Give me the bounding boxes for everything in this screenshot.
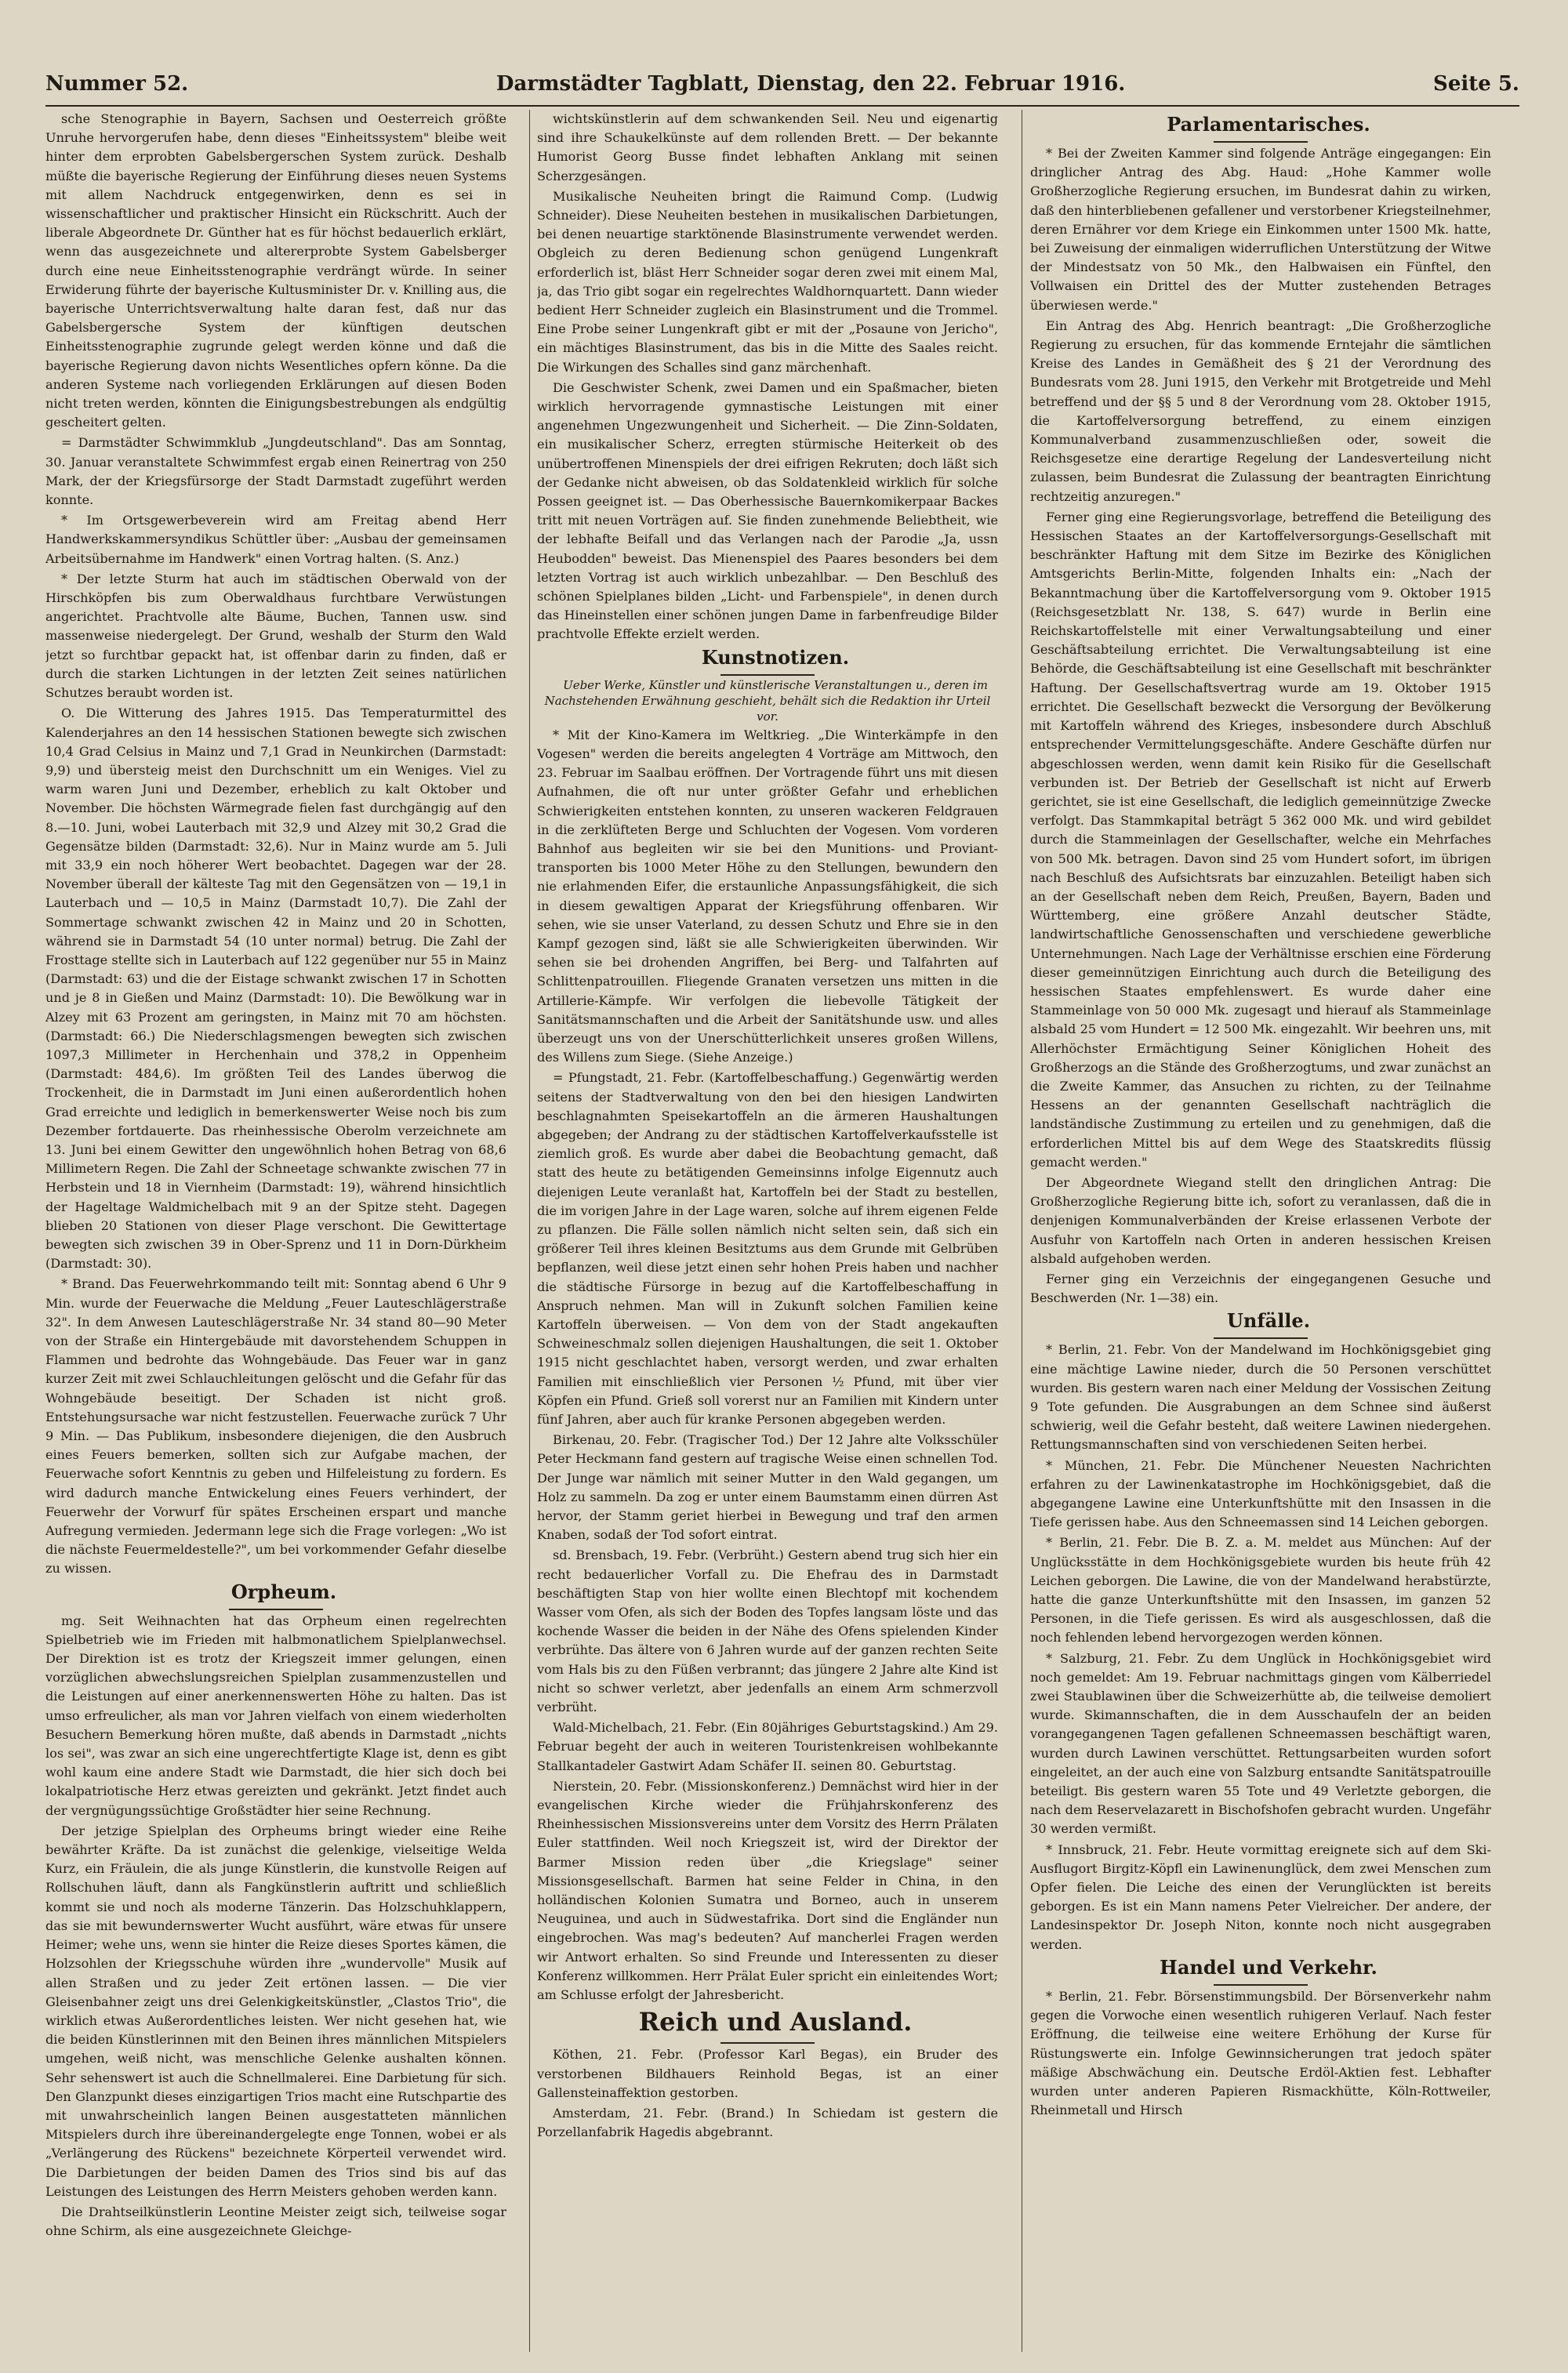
- article-paragraph: Die Geschwister Schenk, zwei Damen und ein Spaßmacher, bieten wirklich hervorragende gymnastische Leistungen mit einer angenehmen Ungezwungenheit und Sicherheit. — Die Zinn-Soldaten, ein musikalischer Scherz, erregten stürmische Heiterkeit ob des unübertroffenen Minenspiels der drei eifrigen Rekruten; doch läßt sich der Gedanke nicht abweisen, ob das Soldatenkleid wirklich für solche Possen geeignet ist. — Das Oberhessische Bauernkomikerpaar Backes tritt mit neuen Vorträgen auf. Sie finden zunehmende Beliebtheit, wie der lebhafte Beifall und das Verlangen nach der Parodie „Ja, ussn Heubodden" beweist. Das Mienenspiel des Paares besonders bei dem letzten Vortrag ist auch wirklich unbezahlbar. — Den Beschluß des schönen Spielplanes bilden „Licht- und Farbenspiele", in denen durch das Hineinstellen einer schönen jungen Dame in farbenfreudige Bilder prachtvolle Effekte erzielt werden.: [537, 379, 998, 642]
- column-rule: [529, 110, 530, 2352]
- column-right: [1030, 110, 1491, 2352]
- article-paragraph: * Der letzte Sturm hat auch im städtischen Oberwald von der Hirschköpfen bis zum Oberwaldhaus furchtbare Verwüstungen angerichtet. Prachtvolle alte Bäume, Buchen, Tannen usw. sind massenweise niedergelegt. Der Grund, weshalb der Sturm den Wald jetzt so furchtbar gepackt hat, ist offenbar darin zu finden, daß er durch die starken Lichtungen in der letzten Zeit seines natürlichen Schutzes beraubt worden ist.: [45, 571, 506, 701]
- section-heading-kunstnotizen: Kunstnotizen.: [537, 646, 998, 676]
- article-paragraph: * Innsbruck, 21. Febr. Heute vormittag ereignete sich auf dem Ski-Ausflugort Birgitz-Köpfl ein Lawinenunglück, dem zwei Menschen zum Opfer fielen. Die Leiche des einen der Verunglückten ist bereits geborgen. Es ist ein Mann namens Peter Vielreicher. Der andere, der Landesinspektor Dr. Joseph Niton, konnte noch nicht ausgegraben werden.: [1030, 1841, 1491, 1952]
- issue-number: Nummer 52.: [45, 72, 189, 96]
- article-paragraph: sche Stenographie in Bayern, Sachsen und Oesterreich größte Unruhe hervorgerufen habe, denn dieses "Einheitssystem" bleibe weit hinter dem erprobten Gabelsbergerschen System zurück. Deshalb müßte die bayerische Regierung der Einführung dieses neuen Systems mit allem Nachdruck entgegenwirken, denn es sei in wissenschaftlicher und praktischer Hinsicht ein Rückschritt. Auch der liberale Abgeordnete Dr. Günther hat es für höchst bedauerlich erklärt, wenn das ausgezeichnete und altererprobte System Gabelsberger durch eine neue Einheitsstenographie verdrängt würde. In seiner Erwiderung führte der bayerische Kultusminister Dr. v. Knilling aus, die bayerische Unterrichtsverwaltung halte daran fest, daß nur das Gabelsbergersche System der künftigen deutschen Einheitsstenographie zugrunde gelegt werden könne und daß die bayerische Regierung davon nichts Wesentliches opfern könne. Da die anderen Systeme nach vorliegenden Erklärungen auf diesen Boden nicht treten werden, könnten die Einigungsbestrebungen als endgültig gescheitert gelten.: [45, 111, 506, 430]
- section-heading-parlamentarisches: Parlamentarisches.: [1030, 113, 1491, 143]
- article-paragraph: * Bei der Zweiten Kammer sind folgende Anträge eingegangen: Ein dringlicher Antrag des Abg. Haud: „Hohe Kammer wolle Großherzogliche Regierung ersuchen, im Bundesrat dahin zu wirken, daß den hinterbliebenen gefallener und verstorbener Kriegsteilnehmer, deren Ernährer vor dem Kriege ein Einkommen unter 1500 Mk. hatte, bei Zuweisung der einmaligen widerruflichen Unterstützung der Witwe der Mindestsatz von 50 Mk., den Halbwaisen ein Fünftel, den Vollwaisen ein Drittel des der Mutter zustehenden Betrages überwiesen werde.": [1030, 146, 1491, 313]
- article-paragraph: Amsterdam, 21. Febr. (Brand.) In Schiedam ist gestern die Porzellanfabrik Hagedis abgebrannt.: [537, 2105, 998, 2140]
- article-paragraph: Ferner ging ein Verzeichnis der eingegangenen Gesuche und Beschwerden (Nr. 1—38) ein.: [1030, 1271, 1491, 1306]
- article-paragraph: Ein Antrag des Abg. Henrich beantragt: „Die Großherzogliche Regierung zu ersuchen, für das kommende Erntejahr die sämtlichen Kreise des Landes in Gemäßheit des § 21 der Verordnung des Bundesrats vom 28. Juni 1915, den Verkehr mit Brotgetreide und Mehl betreffend und der §§ 5 und 8 der Verordnung vom 28. Oktober 1915, die Kartoffelversorgung betreffend, zu einem einzigen Kommunalverband zusammenzuschließen oder, soweit die Reichsgesetze eine derartige Regelung der Landesverteilung nicht zulassen, beim Bundesrat die Zulassung der beantragten Einrichtung rechtzeitig anzuregen.": [1030, 317, 1491, 504]
- article-paragraph: Köthen, 21. Febr. (Professor Karl Begas), ein Bruder des verstorbenen Bildhauers Reinhold Begas, ist an einer Gallensteinaffektion gestorben.: [537, 2047, 998, 2100]
- article-paragraph: * Salzburg, 21. Febr. Zu dem Unglück in Hochkönigsgebiet wird noch gemeldet: Am 19. Februar nachmittags gingen vom Kälberriedel zwei Staublawinen über die Schweizerhütte ab, die teilweise demoliert wurde. Skimannschaften, die in dem Ausschaufeln der an beiden vorangegangenen Tagen gefallenen Schneemassen beschäftigt waren, wurden durch Lawinen verschüttet. Rettungsarbeiten wurden sofort eingeleitet, an der auch eine von Salzburg entsandte Sanitätspatrouille beteiligt. Bis gestern waren 55 Tote und 49 Verletzte geborgen, die nach dem Reservelazarett in Bischofshofen gebracht wurden. Ungefähr 30 werden vermißt.: [1030, 1650, 1491, 1837]
- article-paragraph: Ferner ging eine Regierungsvorlage, betreffend die Beteiligung des Hessischen Staates an der Kartoffelversorgungs-Gesellschaft mit beschränkter Haftung mit dem Sitze im Bezirke des Königlichen Amtsgerichts Berlin-Mitte, folgenden Inhalts ein: „Nach der Bekanntmachung über die Kartoffelversorgung vom 9. Oktober 1915 (Reichsgesetzblatt Nr. 138, S. 647) wurde in Berlin eine Reichskartoffelstelle mit einer Verwaltungsabteilung und einer Geschäftsabteilung errichtet. Die Verwaltungsabteilung ist eine Behörde, die Geschäftsabteilung ist eine Gesellschaft mit beschränkter Haftung. Der Gesellschaftsvertrag wurde am 19. Oktober 1915 errichtet. Die Gesellschaft bezweckt die Versorgung der Bevölkerung mit Kartoffeln während des Krieges, insbesondere durch Abschluß entsprechender Vermittelungsgeschäfte. Andere Geschäfte dürfen nur abgeschlossen werden, wenn damit kein Risiko für die Gesellschaft verbunden ist. Der Betrieb der Gesellschaft ist nicht auf Erwerb gerichtet, sie ist eine Gesellschaft, die lediglich gemeinnützige Zwecke verfolgt. Das Stammkapital beträgt 5 362 000 Mk. und wird gebildet durch die Stammeinlagen der Gesellschafter, welche ein Mehrfaches von 500 Mk. betragen. Davon sind 25 vom Hundert sofort, im übrigen nach Beschluß des Aufsichtsrats bar einzuzahlen. Beteiligt haben sich an der Gesellschaft neben dem Reich, Preußen, Bayern, Baden und Württemberg, eine größere Anzahl deutscher Städte, landwirtschaftliche Genossenschaften und verschiedene gewerbliche Unternehmungen. Nach Lage der Verhältnisse erschien eine Förderung dieser gemeinnützigen Einrichtung auch durch die Beteiligung des hessischen Staates empfehlenswert. Es wurde daher eine Stammeinlage von 50 000 Mk. zugesagt und hierauf als Stammeinlage alsbald 25 vom Hundert = 12 500 Mk. eingezahlt. Wir beehren uns, mit Allerhöchster Ermächtigung Seiner Königlichen Hoheit des Großherzogs an die Stände des Großherzogtums, und zwar zunächst an die Zweite Kammer, das Ansuchen zu richten, zu der Teilnahme Hessens an der genannten Gesellschaft nachträglich die landständische Zustimmung zu erteilen und zu genehmigen, daß die erforderlichen Mittel bis auf dem Wege des Staatskredits flüssig gemacht werden.": [1030, 509, 1491, 1170]
- article-paragraph: Der jetzige Spielplan des Orpheums bringt wieder eine Reihe bewährter Kräfte. Da ist zunächst die gelenkige, vielseitige Welda Kurz, ein Fräulein, die als junge Künstlerin, die kunstvolle Reigen auf Rollschuhen läuft, dann als Fangkünstlerin auftritt und schließlich kommt sie und noch als moderne Tänzerin. Das Holzschuhklappern, das sie mit bewundernswerter Wucht ausführt, wäre etwas für unsere Heimer; wehe uns, wenn sie hinter die Reize dieses Sportes kämen, die Holzsohlen der Kriegsschuhe würden ihre „wundervolle" Musik auf allen Straßen und zu jeder Zeit ertönen lassen. — Die vier Gleisenbahner zeigt uns drei Gelenkigkeitskünstler, „Clastos Trio", die wirklich etwas Außerordentliches leisten. Wer nicht gesehen hat, wie die beiden Künstlerinnen mit den Beinen ihres männlichen Mitspielers umgehen, weiß nicht, was menschliche Gelenke aushalten können. Sehr sehenswert ist auch die Schnellmalerei. Eine Darbietung für sich. Den Glanzpunkt dieses einzigartigen Trios macht eine Rutschpartie des mit unwahrscheinlich langen Beinen ausgestatteten männlichen Mitspielers durch ihre übereinandergelegte enge Tonnen, wobei er als „Verlängerung des Rückens" bezeichnete Körperteil verwendet wird. Die Darbietungen der beiden Damen des Trios sind bis auf das Leistungen des Leistungen des Herrn Meisters gehoben werden kann.: [45, 1823, 506, 2199]
- article-paragraph: Der Abgeordnete Wiegand stellt den dringlichen Antrag: Die Großherzogliche Regierung bitte ich, sofort zu veranlassen, daß die in denjenigen Kommunalverbänden der Kreise erlassenen Verbote der Ausfuhr von Kartoffeln nach Orten in anderen hessischen Kreisen alsbald aufgehoben werden.: [1030, 1174, 1491, 1266]
- article-paragraph: sd. Brensbach, 19. Febr. (Verbrüht.) Gestern abend trug sich hier ein recht bedauerlicher Vorfall zu. Die Ehefrau des in Darmstadt beschäftigten Stap von hier wollte einen Blechtopf mit kochendem Wasser vom Ofen, als sich der Boden des Topfes langsam löste und das kochende Wasser die beiden in der Nähe des Ofens spielenden Kinder verbrühte. Das ältere von 6 Jahren wurde auf der ganzen rechten Seite vom Hals bis zu den Füßen verbrannt; das jüngere 2 Jahre alte Kind ist nicht so schwer verletzt, aber jedenfalls an einem Arm schmerzvoll verbrüht.: [537, 1548, 998, 1715]
- article-paragraph: Die Drahtseilkünstlerin Leontine Meister zeigt sich, teilweise sogar ohne Schirm, als eine ausgezeichnete Gleichge-: [45, 2204, 506, 2239]
- article-paragraph: Wald-Michelbach, 21. Febr. (Ein 80jähriges Geburtstagskind.) Am 29. Februar begeht der auch in weiteren Touristenkreisen wohlbekannte Stallkantadeler Gastwirt Adam Schäfer II. seinen 80. Geburtstag.: [537, 1720, 998, 1773]
- header-rule: [45, 105, 1519, 107]
- article-paragraph: mg. Seit Weihnachten hat das Orpheum einen regelrechten Spielbetrieb wie im Frieden mit halbmonatlichem Spielplanwechsel. Der Direktion ist es trotz der Kriegszeit immer gelungen, einen vorzüglichen abwechslungsreichen Spielplan zusammenzustellen und die Leistungen auf einer anerkennenswerten Höhe zu halten. Das ist umso erfreulicher, als man vor Jahren vielfach von einem wiederholten Besuchern Bemerkung hören mußte, daß abends in Darmstadt „nichts los sei", was zwar an sich eine ungerechtfertigte Klage ist, denn es gibt wohl kaum eine andere Stadt wie Darmstadt, die hier sich doch bei lokalpatriotische Herz etwas gereizten und gekränkt. Jetzt findet auch der vergnügungssüchtige Großstädter hier seine Rechnung.: [45, 1613, 506, 1818]
- article-paragraph: * Berlin, 21. Febr. Die B. Z. a. M. meldet aus München: Auf der Unglücksstätte in dem Hochkönigsgebiete wurden bis heute früh 42 Leichen geborgen. Die Lawine, die von der Mandelwand herabstürzte, hatte die ganze Unterkunftshütte mit den Insassen, im ganzen 52 Personen, in die Tiefe gerissen. Es wird als ausgeschlossen, daß die noch fehlenden lebend hervorgezogen werden können.: [1030, 1535, 1491, 1645]
- article-paragraph: Birkenau, 20. Febr. (Tragischer Tod.) Der 12 Jahre alte Volksschüler Peter Heckmann fand gestern auf tragische Weise einen schnellen Tod. Der Junge war nämlich mit seiner Mutter in den Wald gegangen, um Holz zu sammeln. Da zog er unter einem Baumstamm einen dürren Ast hervor, der Stamm geriet hierbei in Bewegung und traf den armen Knaben, sodaß der Tod sofort eintrat.: [537, 1432, 998, 1543]
- page-number: Seite 5.: [1433, 72, 1519, 96]
- column-middle: [537, 110, 998, 2352]
- newspaper-title: Darmstädter Tagblatt, Dienstag, den 22. Februar 1916.: [495, 72, 1126, 96]
- section-disclaimer: Ueber Werke, Künstler und künstlerische Veranstaltungen u., deren im Nachstehenden Erwähnung geschieht, behält sich die Redaktion ihr Urteil vor.: [544, 677, 991, 724]
- article-paragraph: * Mit der Kino-Kamera im Weltkrieg. „Die Winterkämpfe in den Vogesen" werden die bereits angelegten 4 Vorträge am Mittwoch, den 23. Februar im Saalbau eröffnen. Der Vortragende führt uns mit diesen Aufnahmen, die oft nur unter größter Gefahr und erheblichen Schwierigkeiten entstehen konnten, zu unseren wackeren Feldgrauen in die zerklüfteten Berge und Schluchten der Vogesen. Vom vorderen Bahnhof aus begleiten wir sie bei den Munitions- und Proviant-transporten bis 1000 Meter Höhe zu den Stellungen, bewundern den nie erlahmenden Eifer, die erstaunliche Anpassungsfähigkeit, die sich in diesem gewaltigen Apparat der Kriegsführung offenbaren. Wir sehen, wie sie unser Vaterland, zu dessen Schutz und Ehre sie in den Kampf gezogen sind, läßt sie alle Schwierigkeiten überwinden. Wir sehen sie bei drohenden Angriffen, bei Berg- und Talfahrten auf Schlittenpatrouillen. Fliegende Granaten versetzen uns mitten in die Artillerie-Kämpfe. Wir verfolgen die liebevolle Tätigkeit der Sanitätsmannschaften und die Arbeit der Sanitätshunde usw. und alles überzeugt uns von der Unerschütterlichkeit unseres großen Willens, des Willens zum Siege. (Siehe Anzeige.): [537, 727, 998, 1065]
- article-paragraph: * Im Ortsgewerbeverein wird am Freitag abend Herr Handwerkskammersyndikus Schüttler über: „Ausbau der gemeinsamen Arbeitsübernahme im Handwerk" einen Vortrag halten. (S. Anz.): [45, 513, 506, 566]
- article-paragraph: * München, 21. Febr. Die Münchener Neuesten Nachrichten erfahren zu der Lawinenkatastrophe im Hochkönigsgebiet, daß die abgegangene Lawine eine Unterkunftshütte mit den Insassen in die Tiefe gerissen habe. Aus den Schneemassen sind 14 Leichen geborgen.: [1030, 1457, 1491, 1530]
- article-paragraph: * Brand. Das Feuerwehrkommando teilt mit: Sonntag abend 6 Uhr 9 Min. wurde der Feuerwache die Meldung „Feuer Lauteschlägerstraße 32". In dem Anwesen Lauteschlägerstraße Nr. 34 stand 80—90 Meter von der Straße ein Hintergebäude mit davorstehendem Schuppen in Flammen und bedrohte das Wohngebäude. Das Feuer war in ganz kurzer Zeit mit zwei Schlauchleitungen gelöscht und die Gefahr für das Wohngebäude beseitigt. Der Schaden ist nicht groß. Entstehungsursache war nicht festzustellen. Feuerwache zurück 7 Uhr 9 Min. — Das Publikum, insbesondere diejenigen, die den Ausbruch eines Feuers bemerken, sollten sich zur Aufgabe machen, der Feuerwache sofort Kenntnis zu geben und Hilfeleistung zu fordern. Es wird dadurch manche Entwickelung eines Feuers verhindert, der Feuerwehr der Vorwurf für spätes Erscheinen erspart und manche Aufregung vermieden. Jedermann lege sich die Frage vorlegen: „Wo ist die nächste Feuermeldestelle?", um bei vorkommender Gefahr dieselbe zu wissen.: [45, 1276, 506, 1577]
- article-paragraph: * Berlin, 21. Febr. Von der Mandelwand im Hochkönigsgebiet ging eine mächtige Lawine nieder, durch die 50 Personen verschüttet wurden. Bis gestern waren nach einer Meldung der Vossischen Zeitung 9 Tote gefunden. Die Ausgrabungen an dem Schnee sind äußerst schwierig, weil die Gefahr besteht, daß weitere Lawinen niedergehen. Rettungsmannschaften sind von verschiedenen Seiten herbei.: [1030, 1342, 1491, 1453]
- article-paragraph: O. Die Witterung des Jahres 1915. Das Temperaturmittel des Kalenderjahres an den 14 hessischen Stationen bewegte sich zwischen 10,4 Grad Celsius in Mainz und 7,1 Grad in Neunkirchen (Darmstadt: 9,9) und übersteig meist den Durchschnitt um ein Weniges. Viel zu warm waren Juni und Dezember, erheblich zu kalt Oktober und November. Die höchsten Wärmegrade fielen fast durchgängig auf den 8.—10. Juni, wobei Lauterbach mit 32,9 und Alzey mit 30,2 Grad die Gegensätze bilden (Darmstadt: 32,6). Nur in Mainz wurde am 5. Juli mit 33,9 ein noch höherer Wert beobachtet. Dagegen war der 28. November überall der kälteste Tag mit den Gegensätzen von — 19,1 in Lauterbach und — 10,5 in Mainz (Darmstadt 10,7). Die Zahl der Sommertage schwankt zwischen 42 in Mainz und 20 in Schotten, während sie in Darmstadt 54 (10 unter normal) betrug. Die Zahl der Frosttage stellte sich in Lauterbach auf 122 gegenüber nur 55 in Mainz (Darmstadt: 63) und die der Eistage schwankt zwischen 17 in Schotten und je 8 in Gießen und Mainz (Darmstadt: 10). Die Bewölkung war in Alzey mit 63 Prozent am geringsten, in Mainz mit 70 am höchsten. (Darmstadt: 66.) Die Niederschlagsmengen bewegten sich zwischen 1097,3 Millimeter in Herchenhain und 378,2 in Oppenheim (Darmstadt: 484,6). Im größten Teil des Landes überwog die Trockenheit, die in Darmstadt im Juni einen außerordentlich hohen Grad erreichte und lediglich in bemerkenswerter Weise noch bis zum Dezember fortdauerte. Das rheinhessische Oberolm verzeichnete am 13. Juni bei einem Gewitter den ungewöhnlich hohen Betrag von 68,6 Millimetern Regen. Die Zahl der Schneetage schwankte zwischen 77 in Herbstein und 18 in Viernheim (Darmstadt: 19), während hinsichtlich der Hageltage Waldmichelbach mit 9 an der Spitze steht. Dagegen blieben 20 Stationen von dieser Plage verschont. Die Gewittertage bewegten sich zwischen 39 in Ober-Sprenz und 11 in Dorn-Dürkheim (Darmstadt: 30).: [45, 706, 506, 1272]
- section-heading-handel-verkehr: Handel und Verkehr.: [1030, 1956, 1491, 1986]
- column-left: [45, 110, 506, 2352]
- article-paragraph: * Berlin, 21. Febr. Börsenstimmungsbild. Der Börsenverkehr nahm gegen die Vorwoche einen wesentlich ruhigeren Verlauf. Nach fester Eröffnung, die teilweise eine weitere Erhöhung der Kurse für Rüstungswerte ein. Infolge Gewinnsicherungen trat jedoch später mäßige Abschwächung ein. Deutsche Erdöl-Aktien fest. Lebhafter wurden unter anderen Papieren Rismackhütte, Köln-Rottweiler, Rheinmetall und Hirsch: [1030, 1988, 1491, 2118]
- article-paragraph: = Pfungstadt, 21. Febr. (Kartoffelbeschaffung.) Gegenwärtig werden seitens der Stadtverwaltung von den bei den hiesigen Landwirten beschlagnahmten Speisekartoffeln an die ärmeren Haushaltungen abgegeben; der Andrang zu der städtischen Kartoffelverkaufsstelle ist ziemlich groß. Es wurde aber dabei die Beobachtung gemacht, daß statt des heute zu betätigenden Gemeinsinns infolge Eigennutz auch diejenigen Leute veranlaßt hat, Kartoffeln bei der Stadt zu bestellen, die im vorigen Jahre in der Lage waren, solche auf ihrem eigenen Felde zu pflanzen. Die Fälle sollen nämlich nicht selten sein, daß sich ein größerer Teil ihres kleinen Besitztums aus dem Grunde mit Gelbrüben bepflanzen, weil diese jetzt einen sehr hohen Preis haben und nachher die städtische Fürsorge in bezug auf die Kartoffelbeschaffung in Anspruch nehmen. Man will in Zukunft solchen Familien keine Kartoffeln überweisen. — Von dem von der Stadt angekauften Schweineschmalz sollen diejenigen Haushaltungen, die seit 1. Oktober 1915 nicht geschlachtet haben, versorgt werden, und zwar erhalten Familien mit einschließlich vier Personen ½ Pfund, mit über vier Köpfen ein Pfund. Grieß soll vorerst nur an Familien mit Kindern unter fünf Jahren, aber auch für kranke Personen abgegeben werden.: [537, 1070, 998, 1427]
- article-paragraph: Musikalische Neuheiten bringt die Raimund Comp. (Ludwig Schneider). Diese Neuheiten bestehen in musikalischen Darbietungen, bei denen neuartige starktönende Blasinstrumente verwendet werden. Obgleich zu deren Bedienung schon genügend Lungenkraft erforderlich ist, bläst Herr Schneider sogar deren zwei mit einem Mal, ja, das Trio gibt sogar ein regelrechtes Waldhornquartett. Dann wieder bedient Herr Schneider zugleich ein Blasinstrument und die Trommel. Eine Probe seiner Lungenkraft gibt er mit der „Posaune von Jericho", ein mächtiges Blasinstrument, das bis in die Mitte des Saales reicht. Die Wirkungen des Schalles sind ganz märchenhaft.: [537, 188, 998, 375]
- section-heading-reich-ausland: Reich und Ausland.: [537, 2006, 998, 2044]
- section-heading-orpheum: Orpheum.: [45, 1580, 506, 1610]
- section-heading-unfaelle: Unfälle.: [1030, 1309, 1491, 1339]
- article-paragraph: wichtskünstlerin auf dem schwankenden Seil. Neu und eigenartig sind ihre Schaukelkünste auf dem rollenden Brett. — Der bekannte Humorist Georg Busse findet lebhaften Anklang mit seinen Scherzgesängen.: [537, 111, 998, 183]
- article-paragraph: Nierstein, 20. Febr. (Missionskonferenz.) Demnächst wird hier in der evangelischen Kirche wieder die Frühjahrskonferenz des Rheinhessischen Missionsvereins unter dem Vorsitz des Herrn Prälaten Euler stattfinden. Weil noch Kriegszeit ist, wird der Direktor der Barmer Mission reden über „die Kriegslage" seiner Missionsgesellschaft. Barmen hat seine Felder in China, in den holländischen Kolonien Sumatra und Borneo, auch in unserem Neuguinea, und auch in Südwestafrika. Dort sind die Engländer nun eingebrochen. Was mag's bedeuten? Auf mancherlei Fragen werden wir Antwort erhalten. So sind Freunde und Interessenten zu dieser Konferenz willkommen. Herr Prälat Euler spricht ein einleitendes Wort; am Schlusse erfolgt der Jahresbericht.: [537, 1778, 998, 2003]
- page-header: [45, 66, 1519, 102]
- article-paragraph: = Darmstädter Schwimmklub „Jungdeutschland". Das am Sonntag, 30. Januar veranstaltete Schwimmfest ergab einen Reinertrag von 250 Mark, der der Kriegsfürsorge der Stadt Darmstadt zugeführt werden konnte.: [45, 435, 506, 508]
